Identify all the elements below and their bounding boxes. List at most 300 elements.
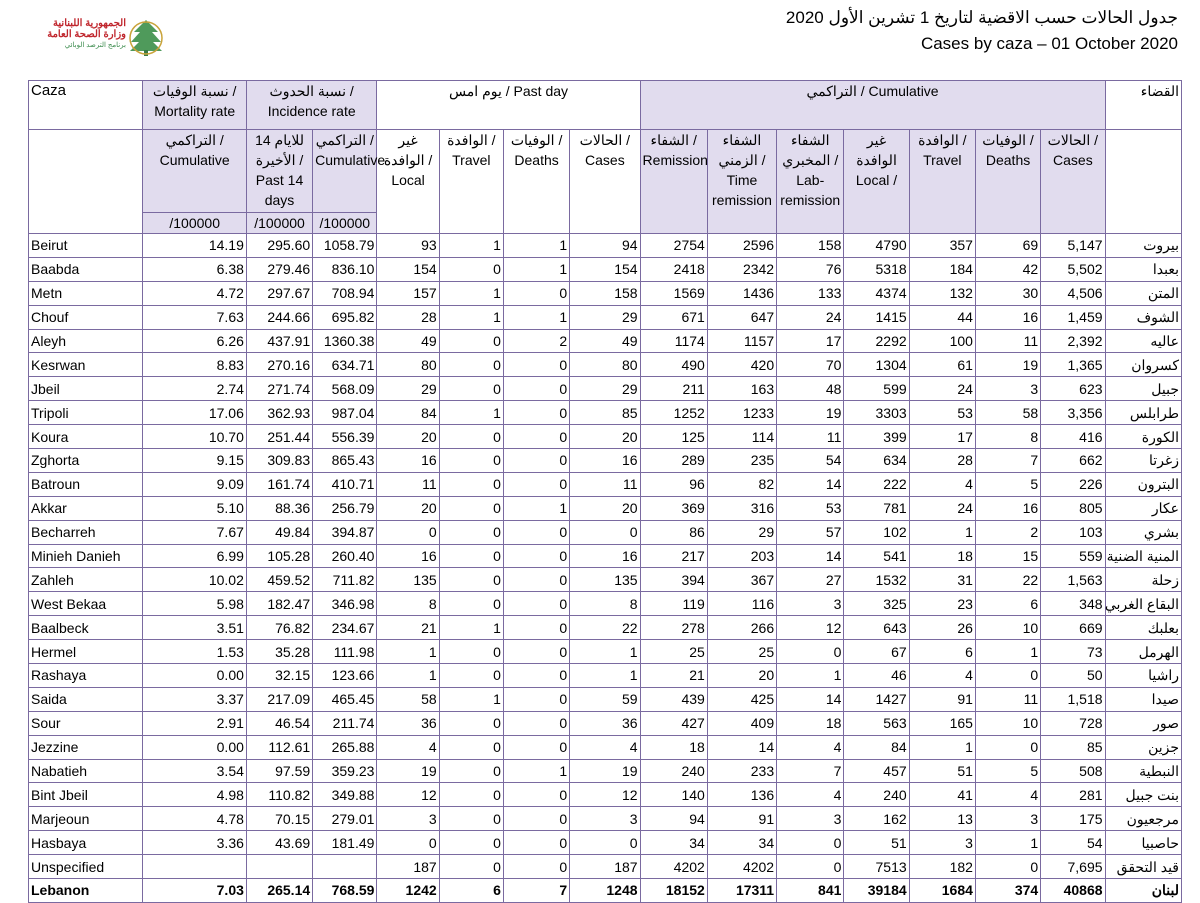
table-row <box>29 305 1182 329</box>
cell-pl: 0 <box>377 831 439 855</box>
table-row <box>29 616 1182 640</box>
cell-trem: 409 <box>707 711 776 735</box>
cell-cas: 728 <box>1041 711 1105 735</box>
cell-pd: 0 <box>503 735 569 759</box>
cell-trav: 18 <box>909 544 975 568</box>
table-row <box>29 687 1182 711</box>
cell-pl: 28 <box>377 305 439 329</box>
cell-dea: 1 <box>975 831 1040 855</box>
cell-caza: Rashaya <box>29 664 143 688</box>
cell-pd: 0 <box>503 568 569 592</box>
cell-pt: 0 <box>439 520 503 544</box>
cell-mr: 6.38 <box>143 257 246 281</box>
table-row <box>29 377 1182 401</box>
cell-trav: 3 <box>909 831 975 855</box>
cell-pt: 0 <box>439 425 503 449</box>
cell-pc: 11 <box>570 472 640 496</box>
table-row <box>29 831 1182 855</box>
cell-lrem: 3 <box>777 807 844 831</box>
cell-pd: 0 <box>503 807 569 831</box>
header-qada: القضاء <box>1105 81 1181 130</box>
header-caza-blank-2 <box>29 213 143 234</box>
cell-pd: 1 <box>503 759 569 783</box>
cell-caza: Chouf <box>29 305 143 329</box>
cell-pt: 0 <box>439 377 503 401</box>
cell-i14: 32.15 <box>246 664 312 688</box>
cell-pd: 1 <box>503 496 569 520</box>
cell-cas: 5,502 <box>1041 257 1105 281</box>
table-row <box>29 807 1182 831</box>
cell-rem: 18 <box>640 735 707 759</box>
cell-pc: 1 <box>570 640 640 664</box>
cell-lrem: 4 <box>777 735 844 759</box>
cell-pd: 0 <box>503 449 569 473</box>
header-pastday: يوم امس / Past day <box>377 81 640 130</box>
cell-rem: 119 <box>640 592 707 616</box>
cell-cas: 1,365 <box>1041 353 1105 377</box>
cell-dea: 11 <box>975 687 1040 711</box>
table-row <box>29 401 1182 425</box>
table-row <box>29 281 1182 305</box>
cell-mr: 5.98 <box>143 592 246 616</box>
cell-cas: 103 <box>1041 520 1105 544</box>
cell-trem: 20 <box>707 664 776 688</box>
cell-ic <box>313 855 377 879</box>
cell-loc: 3303 <box>844 401 909 425</box>
table-row <box>29 234 1182 258</box>
cell-trav: 61 <box>909 353 975 377</box>
cell-pd: 0 <box>503 783 569 807</box>
cell-ic: 1360.38 <box>313 329 377 353</box>
cell-dea: 15 <box>975 544 1040 568</box>
header-c-deaths: الوفيات / Deaths <box>975 130 1040 234</box>
cell-i14: 309.83 <box>246 449 312 473</box>
cell-rem: 4202 <box>640 855 707 879</box>
cell-ar: الهرمل <box>1105 640 1181 664</box>
cell-pl: 29 <box>377 377 439 401</box>
cell-loc: 643 <box>844 616 909 640</box>
cell-trav: 44 <box>909 305 975 329</box>
cell-lrem: 57 <box>777 520 844 544</box>
cell-pl: 20 <box>377 425 439 449</box>
cell-i14: 49.84 <box>246 520 312 544</box>
cell-pl: 20 <box>377 496 439 520</box>
cell-ar: البترون <box>1105 472 1181 496</box>
cell-rem: 1174 <box>640 329 707 353</box>
cell-pd: 0 <box>503 472 569 496</box>
cell-i14: 110.82 <box>246 783 312 807</box>
cell-trav: 1 <box>909 520 975 544</box>
cell-i14: 297.67 <box>246 281 312 305</box>
cell-lrem: 24 <box>777 305 844 329</box>
cell-caza: Baalbeck <box>29 616 143 640</box>
cell-pt: 0 <box>439 640 503 664</box>
cell-trav: 13 <box>909 807 975 831</box>
cell-ar: كسروان <box>1105 353 1181 377</box>
cell-trav: 100 <box>909 329 975 353</box>
cell-trem: 4202 <box>707 855 776 879</box>
cell-pd: 0 <box>503 281 569 305</box>
cell-cas: 416 <box>1041 425 1105 449</box>
cell-pl: 19 <box>377 759 439 783</box>
cell-pt: 0 <box>439 807 503 831</box>
cell-cas: 1,563 <box>1041 568 1105 592</box>
cell-lrem: 18 <box>777 711 844 735</box>
cell-cas: 85 <box>1041 735 1105 759</box>
cell-trav: 4 <box>909 664 975 688</box>
cell-caza: Saida <box>29 687 143 711</box>
table-row <box>29 329 1182 353</box>
cell-ar: مرجعيون <box>1105 807 1181 831</box>
cell-loc: 51 <box>844 831 909 855</box>
cell-ic: 1058.79 <box>313 234 377 258</box>
cell-mr: 2.91 <box>143 711 246 735</box>
cell-pc: 36 <box>570 711 640 735</box>
cell-pd: 0 <box>503 520 569 544</box>
cases-table <box>28 80 1182 903</box>
header-cumulative: التراكمي / Cumulative <box>640 81 1105 130</box>
table-row <box>29 449 1182 473</box>
header-caza: Caza <box>29 81 143 130</box>
cell-trem: 367 <box>707 568 776 592</box>
cell-pc: 8 <box>570 592 640 616</box>
table-row <box>29 472 1182 496</box>
cell-ar: البقاع الغربي <box>1105 592 1181 616</box>
cell-rem: 217 <box>640 544 707 568</box>
cell-pl: 1 <box>377 664 439 688</box>
cell-pd: 7 <box>503 879 569 903</box>
cell-pt: 0 <box>439 496 503 520</box>
cell-trav: 41 <box>909 783 975 807</box>
cell-cas: 54 <box>1041 831 1105 855</box>
cell-trem: 235 <box>707 449 776 473</box>
cell-trem: 266 <box>707 616 776 640</box>
cell-pc: 0 <box>570 520 640 544</box>
cell-pd: 0 <box>503 711 569 735</box>
cell-caza: Bint Jbeil <box>29 783 143 807</box>
cell-pl: 8 <box>377 592 439 616</box>
cell-i14: 459.52 <box>246 568 312 592</box>
cell-rem: 125 <box>640 425 707 449</box>
cell-loc: 67 <box>844 640 909 664</box>
cell-dea: 10 <box>975 711 1040 735</box>
cell-pc: 20 <box>570 496 640 520</box>
cell-pd: 1 <box>503 257 569 281</box>
cell-mr: 3.54 <box>143 759 246 783</box>
cell-pd: 0 <box>503 592 569 616</box>
table-body <box>29 234 1182 903</box>
cell-pc: 22 <box>570 616 640 640</box>
cell-pt: 0 <box>439 329 503 353</box>
cell-pd: 0 <box>503 401 569 425</box>
cell-mr: 4.98 <box>143 783 246 807</box>
cell-pd: 0 <box>503 640 569 664</box>
cell-trem: 420 <box>707 353 776 377</box>
cell-loc: 4374 <box>844 281 909 305</box>
cell-caza: Minieh Danieh <box>29 544 143 568</box>
cell-dea: 374 <box>975 879 1040 903</box>
cell-trem: 163 <box>707 377 776 401</box>
cell-loc: 599 <box>844 377 909 401</box>
cell-trem: 203 <box>707 544 776 568</box>
cell-rem: 86 <box>640 520 707 544</box>
cell-mr: 7.63 <box>143 305 246 329</box>
cell-pl: 80 <box>377 353 439 377</box>
cell-ic: 279.01 <box>313 807 377 831</box>
cell-dea: 3 <box>975 377 1040 401</box>
cell-mr: 3.51 <box>143 616 246 640</box>
cell-rem: 278 <box>640 616 707 640</box>
cell-pl: 36 <box>377 711 439 735</box>
cell-dea: 30 <box>975 281 1040 305</box>
cell-caza: Kesrwan <box>29 353 143 377</box>
cell-pl: 49 <box>377 329 439 353</box>
cell-pd: 0 <box>503 831 569 855</box>
cell-pl: 3 <box>377 807 439 831</box>
cell-i14: 88.36 <box>246 496 312 520</box>
table-row <box>29 711 1182 735</box>
cell-pc: 158 <box>570 281 640 305</box>
cell-pt: 0 <box>439 735 503 759</box>
cell-lrem: 76 <box>777 257 844 281</box>
cell-mr: 0.00 <box>143 664 246 688</box>
cell-caza: Nabatieh <box>29 759 143 783</box>
cell-dea: 69 <box>975 234 1040 258</box>
cell-i14: 271.74 <box>246 377 312 401</box>
cell-pt: 1 <box>439 616 503 640</box>
cell-pc: 20 <box>570 425 640 449</box>
cell-ar: زحلة <box>1105 568 1181 592</box>
cell-pt: 0 <box>439 855 503 879</box>
cell-mr: 4.72 <box>143 281 246 305</box>
cell-lrem: 48 <box>777 377 844 401</box>
cell-loc: 2292 <box>844 329 909 353</box>
cell-ic: 410.71 <box>313 472 377 496</box>
cell-ar: راشيا <box>1105 664 1181 688</box>
cell-pd: 0 <box>503 544 569 568</box>
cell-rem: 21 <box>640 664 707 688</box>
cell-trav: 165 <box>909 711 975 735</box>
cell-trav: 4 <box>909 472 975 496</box>
cell-ar: بشري <box>1105 520 1181 544</box>
cell-trem: 17311 <box>707 879 776 903</box>
cell-mr: 2.74 <box>143 377 246 401</box>
cell-rem: 94 <box>640 807 707 831</box>
cell-caza: West Bekaa <box>29 592 143 616</box>
cell-pt: 1 <box>439 401 503 425</box>
header-inc-14: للايام 14 الأخيرة / Past 14 days <box>246 130 312 213</box>
header-incidence-en: Incidence rate <box>267 103 356 119</box>
cell-cas: 662 <box>1041 449 1105 473</box>
cell-pt: 1 <box>439 305 503 329</box>
header-mortality-ar: نسبة الوفيات / <box>152 83 237 99</box>
cell-pl: 84 <box>377 401 439 425</box>
cell-i14: 105.28 <box>246 544 312 568</box>
cell-ic: 556.39 <box>313 425 377 449</box>
cell-pc: 1 <box>570 664 640 688</box>
cell-cas: 1,459 <box>1041 305 1105 329</box>
cell-mr: 0.00 <box>143 735 246 759</box>
cell-pd: 0 <box>503 664 569 688</box>
cell-trav: 91 <box>909 687 975 711</box>
cell-trem: 136 <box>707 783 776 807</box>
cell-rem: 140 <box>640 783 707 807</box>
cell-pl: 135 <box>377 568 439 592</box>
cell-ic: 695.82 <box>313 305 377 329</box>
cell-mr: 7.67 <box>143 520 246 544</box>
cell-caza: Metn <box>29 281 143 305</box>
cell-loc: 781 <box>844 496 909 520</box>
cell-dea: 8 <box>975 425 1040 449</box>
cell-mr: 9.15 <box>143 449 246 473</box>
cell-pl: 154 <box>377 257 439 281</box>
cell-lrem: 12 <box>777 616 844 640</box>
cell-caza: Hermel <box>29 640 143 664</box>
cell-trav: 24 <box>909 377 975 401</box>
table-row <box>29 759 1182 783</box>
header-c-remission: الشفاء / Remission <box>640 130 707 234</box>
cell-dea: 5 <box>975 759 1040 783</box>
logo-line-1: الجمهورية اللبنانية <box>53 18 126 29</box>
header-incidence <box>246 81 377 130</box>
cell-cas: 2,392 <box>1041 329 1105 353</box>
cell-lrem: 7 <box>777 759 844 783</box>
cell-trem: 1436 <box>707 281 776 305</box>
header-per100k-1: /100000 <box>143 213 246 234</box>
cell-rem: 240 <box>640 759 707 783</box>
cell-trav: 31 <box>909 568 975 592</box>
cell-ic: 256.79 <box>313 496 377 520</box>
cell-rem: 34 <box>640 831 707 855</box>
cell-cas: 508 <box>1041 759 1105 783</box>
cell-pd: 2 <box>503 329 569 353</box>
cell-dea: 4 <box>975 783 1040 807</box>
cell-mr <box>143 855 246 879</box>
header-pd-deaths: الوفيات / Deaths <box>503 130 569 234</box>
cell-lrem: 158 <box>777 234 844 258</box>
cell-pc: 29 <box>570 305 640 329</box>
cell-rem: 1569 <box>640 281 707 305</box>
cell-loc: 162 <box>844 807 909 831</box>
header-mort-cum: التراكمي / Cumulative <box>143 130 246 213</box>
cell-lrem: 4 <box>777 783 844 807</box>
cell-dea: 7 <box>975 449 1040 473</box>
cell-pc: 85 <box>570 401 640 425</box>
header-per100k-2: /100000 <box>246 213 312 234</box>
cell-lrem: 0 <box>777 855 844 879</box>
cell-loc: 1532 <box>844 568 909 592</box>
cell-lrem: 70 <box>777 353 844 377</box>
cell-trav: 28 <box>909 449 975 473</box>
cell-rem: 96 <box>640 472 707 496</box>
cell-cas: 3,356 <box>1041 401 1105 425</box>
cell-cas: 40868 <box>1041 879 1105 903</box>
cell-trem: 114 <box>707 425 776 449</box>
header-qada-blank <box>1105 130 1181 234</box>
cell-lrem: 0 <box>777 640 844 664</box>
cell-i14 <box>246 855 312 879</box>
cell-ic: 465.45 <box>313 687 377 711</box>
cell-pl: 187 <box>377 855 439 879</box>
cell-loc: 325 <box>844 592 909 616</box>
cell-pc: 94 <box>570 234 640 258</box>
cell-trem: 316 <box>707 496 776 520</box>
cell-ic: 708.94 <box>313 281 377 305</box>
cell-pl: 12 <box>377 783 439 807</box>
title-english: Cases by caza – 01 October 2020 <box>920 34 1178 53</box>
cell-lrem: 14 <box>777 472 844 496</box>
cell-rem: 211 <box>640 377 707 401</box>
cell-mr: 1.53 <box>143 640 246 664</box>
cell-pl: 157 <box>377 281 439 305</box>
cell-rem: 25 <box>640 640 707 664</box>
cell-loc: 1415 <box>844 305 909 329</box>
cell-pc: 135 <box>570 568 640 592</box>
header-c-time: الشفاء الزمني / Time remission <box>707 130 776 234</box>
header-c-travel: الوافدة / Travel <box>909 130 975 234</box>
cell-pt: 0 <box>439 783 503 807</box>
cell-pt: 6 <box>439 879 503 903</box>
table-row <box>29 353 1182 377</box>
cell-loc: 399 <box>844 425 909 449</box>
cell-ic: 181.49 <box>313 831 377 855</box>
cell-trem: 29 <box>707 520 776 544</box>
cell-rem: 394 <box>640 568 707 592</box>
cell-ar: بنت جبيل <box>1105 783 1181 807</box>
cell-pt: 0 <box>439 592 503 616</box>
table-row <box>29 783 1182 807</box>
cell-dea: 2 <box>975 520 1040 544</box>
cell-caza: Akkar <box>29 496 143 520</box>
cell-rem: 427 <box>640 711 707 735</box>
cell-cas: 175 <box>1041 807 1105 831</box>
cell-mr: 3.36 <box>143 831 246 855</box>
cell-ic: 211.74 <box>313 711 377 735</box>
cell-ar: قيد التحقق <box>1105 855 1181 879</box>
cell-mr: 14.19 <box>143 234 246 258</box>
logo-line-2: وزارة الصحة العامة <box>47 29 126 40</box>
table-row <box>29 735 1182 759</box>
cell-caza: Tripoli <box>29 401 143 425</box>
table-row <box>29 496 1182 520</box>
header-c-lab: الشفاء المخبري / Lab-remission <box>777 130 844 234</box>
cell-dea: 22 <box>975 568 1040 592</box>
cell-dea: 16 <box>975 305 1040 329</box>
cell-dea: 19 <box>975 353 1040 377</box>
cell-cas: 50 <box>1041 664 1105 688</box>
cell-pt: 0 <box>439 257 503 281</box>
cell-pc: 187 <box>570 855 640 879</box>
table-row <box>29 640 1182 664</box>
cell-ar: حاصبيا <box>1105 831 1181 855</box>
cell-cas: 559 <box>1041 544 1105 568</box>
cell-cas: 226 <box>1041 472 1105 496</box>
cell-caza: Zahleh <box>29 568 143 592</box>
cell-i14: 279.46 <box>246 257 312 281</box>
cell-mr: 17.06 <box>143 401 246 425</box>
cell-mr: 10.02 <box>143 568 246 592</box>
cell-ar: جزين <box>1105 735 1181 759</box>
cell-loc: 563 <box>844 711 909 735</box>
header-pd-cases: الحالات / Cases <box>570 130 640 234</box>
cell-rem: 671 <box>640 305 707 329</box>
cell-ic: 349.88 <box>313 783 377 807</box>
cell-cas: 805 <box>1041 496 1105 520</box>
cell-caza: Jezzine <box>29 735 143 759</box>
cell-i14: 437.91 <box>246 329 312 353</box>
cell-lrem: 3 <box>777 592 844 616</box>
cell-i14: 161.74 <box>246 472 312 496</box>
